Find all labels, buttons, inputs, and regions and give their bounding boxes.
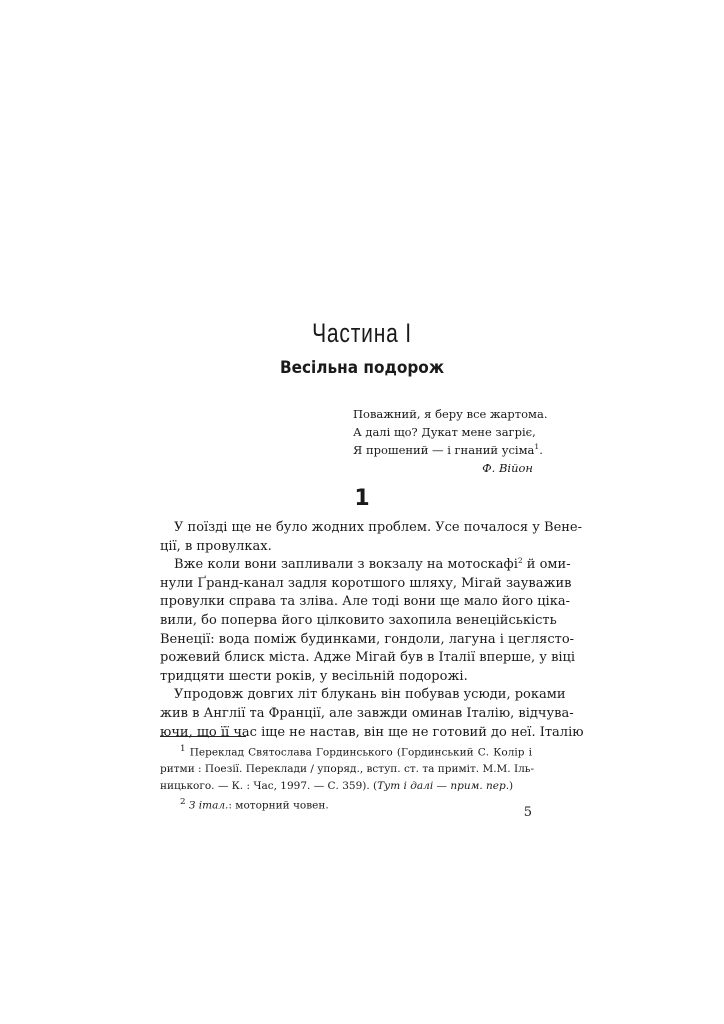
epigraph-line: А далі що? Дукат мене загріє, [353,425,536,439]
epigraph [353,405,548,477]
footnote-ref: 2 [517,556,523,566]
footnote-text: Переклад Святослава Гординського (Гординський С. Колір і [189,746,532,759]
body-line: ючи, що її час іще не настав, він ще не готовий до неї. Італію [160,724,584,740]
epigraph-author: Ф. Війон [482,461,533,475]
body-line-text: Вже коли вони запливали з вокзалу на мотоскафі [174,557,518,573]
body-line: рожевий блиск міста. Адже Мігай був в Італії вперше, у віці [160,650,576,666]
body-line: У поїзді ще не було жодних проблем. Усе почалося у Вене- [174,520,583,535]
footnotes [160,741,535,814]
body-line: нули Ґранд-канал задля коротшого шляху, Мігай зауважив [160,575,572,591]
footnote-divider [160,736,246,737]
body-line [160,556,571,575]
footnote-line: ритми : Поезії. Переклади / упоряд., вступ. ст. та приміт. М.М. Іль- [160,763,535,775]
body-line: Упродовж довгих літ блукань він побував усюди, роками [174,687,566,703]
footnote-italic: З італ. [188,799,229,812]
footnote-italic: Тут і далі — прим. пер. [377,779,510,792]
footnote-line [160,778,532,795]
part-title: Частина I [312,318,412,348]
epigraph-line: Поважний, я беру все жартома. [353,407,548,421]
footnote-marker: 2 [180,797,186,807]
footnote-text: : моторний човен. [228,799,329,812]
body-text [160,519,584,742]
body-line: ції, в провулках. [160,538,272,554]
part-subtitle: Весільна подорож [279,358,445,378]
footnote-marker: 1 [180,744,186,754]
body-line: вили, бо поперва його цілковито захопила венеційськість [160,612,557,628]
footnote-text: ницького. — К. : Час, 1997. — С. 359). ( [160,779,378,792]
footnote-line [160,794,532,814]
body-line: тридцяти шести років, у весільній подорожі. [160,668,468,684]
body-line: провулки справа та зліва. Але тоді вони ще мало його ціка- [160,594,570,610]
epigraph-line: Я прошений — і гнаний усіма$^1$. [353,442,543,457]
body-line: жив в Англії та Франції, але завжди оминав Італію, відчува- [160,705,574,721]
page-number: 5 [523,805,532,820]
footnote-text: ) [509,779,514,792]
body-line: Венеції: вода поміж будинками, гондоли, лагуна і цеглясто- [160,631,575,647]
chapter-number: 1 [354,486,370,511]
epigraph-line-text: Я прошений — і гнаний усіма [353,443,535,457]
body-line-text: й оми- [522,557,571,573]
footnote-ref: 1 [534,442,540,451]
footnote-line [160,741,532,761]
